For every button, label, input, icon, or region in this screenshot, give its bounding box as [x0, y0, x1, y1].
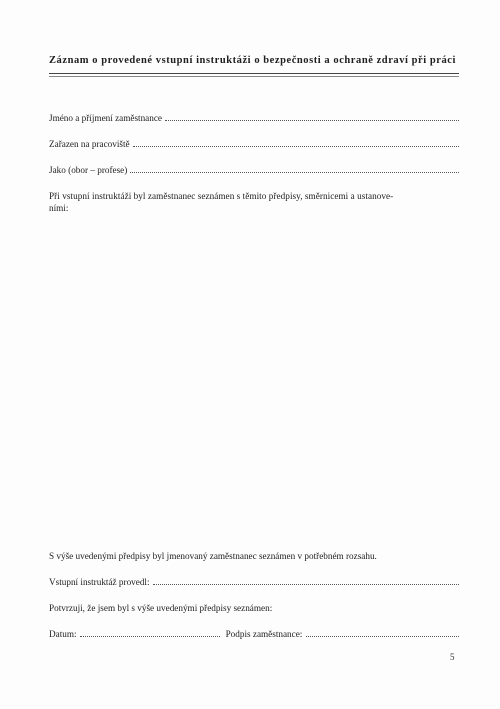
- date-label: Datum:: [49, 629, 77, 639]
- profession-field[interactable]: [130, 164, 459, 173]
- date-field[interactable]: [80, 628, 220, 637]
- employee-name-field[interactable]: [165, 112, 459, 121]
- signature-label: Podpis zaměstnance:: [225, 629, 303, 639]
- signature-field[interactable]: [306, 628, 459, 637]
- instructor-label: Vstupní instruktáž provedl:: [49, 577, 150, 587]
- workplace-field[interactable]: [133, 138, 459, 147]
- intro-paragraph-line-2: ními:: [49, 203, 69, 213]
- title-underline-secondary: [49, 76, 459, 77]
- title-underline: [49, 73, 459, 74]
- employee-name-label: Jméno a příjmení zaměstnance: [49, 113, 163, 123]
- date-signature-row: [49, 628, 459, 640]
- workplace-label: Zařazen na pracoviště: [49, 139, 130, 149]
- instructor-field[interactable]: [153, 576, 459, 585]
- instructor-row: [49, 576, 459, 588]
- workplace-row: [49, 138, 459, 150]
- closing-statement: S výše uvedenými předpisy byl jmenovaný zaměstnanec seznámen v potřebném rozsahu.: [49, 551, 377, 561]
- confirmation-statement: Potvrzuji, že jsem byl s výše uvedenými předpisy seznámen:: [49, 603, 273, 613]
- intro-paragraph-line-1: Při vstupní instruktáži byl zaměstnanec seznámen s těmito předpisy, směrnicemi a ustanove-: [49, 191, 394, 201]
- profession-label: Jako (obor – profese): [49, 165, 128, 175]
- form-title: Záznam o provedené vstupní instruktáži o bezpečnosti a ochraně zdraví při práci: [49, 55, 456, 66]
- employee-name-row: [49, 112, 459, 124]
- page-number: 5: [450, 652, 455, 662]
- profession-row: [49, 164, 459, 176]
